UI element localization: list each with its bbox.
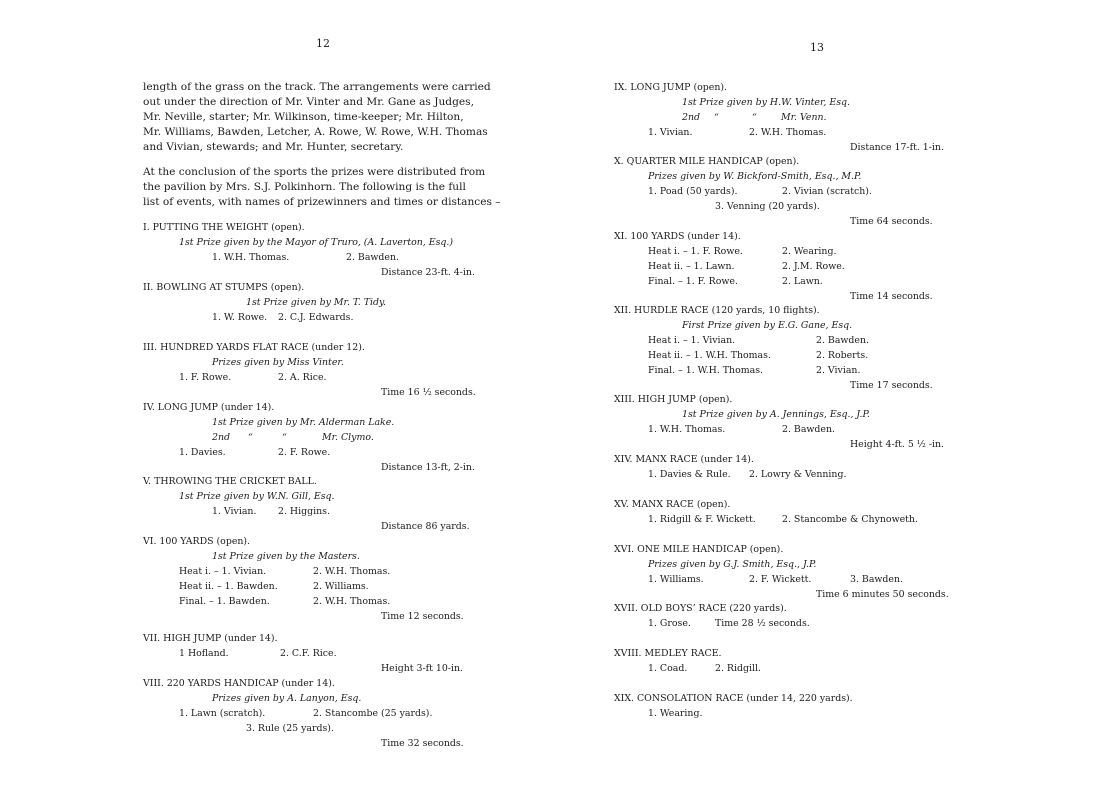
paragraph-line: length of the grass on the track. The arrangements were carried: [143, 81, 491, 93]
place-1: 1. Davies.: [179, 447, 226, 458]
prize-line: 1st Prize given by the Masters.: [212, 551, 360, 562]
place-1: 1. Poad (50 yards).: [648, 186, 738, 197]
prize-line: 1st Prize given by Mr. T. Tidy.: [246, 297, 387, 308]
event-title: XIX. CONSOLATION RACE (under 14, 220 yards).: [614, 693, 853, 704]
prize-line: Prizes given by Miss Vinter.: [212, 357, 344, 368]
heat-2: Heat ii. – 1. Lawn.: [648, 261, 735, 272]
ditto-mark: “: [752, 112, 757, 123]
place-1: 1. Grose.: [648, 618, 691, 629]
heat-1-second: 2. W.H. Thomas.: [313, 566, 391, 577]
place-1: 1. Wearing.: [648, 708, 703, 719]
event-title: XIII. HIGH JUMP (open).: [614, 394, 733, 405]
event-title: VIII. 220 YARDS HANDICAP (under 14).: [143, 678, 335, 689]
place-2: 2. F. Wickett.: [749, 574, 812, 585]
event-result: Time 17 seconds.: [850, 380, 933, 391]
place-1: 1. W.H. Thomas.: [212, 252, 290, 263]
heat-2-second: 2. Roberts.: [816, 350, 869, 361]
place-2: 2. Stancombe (25 yards).: [313, 708, 433, 719]
heat-1-second: 2. Bawden.: [816, 335, 869, 346]
event-title: III. HUNDRED YARDS FLAT RACE (under 12).: [143, 342, 365, 353]
place-2: 2. Stancombe & Chynoweth.: [782, 514, 918, 525]
event-title: VII. HIGH JUMP (under 14).: [143, 633, 278, 644]
place-3: 3. Rule (25 yards).: [246, 723, 334, 734]
prize-line: 1st Prize given by A. Jennings, Esq., J.P.: [682, 409, 870, 420]
event-result: Height 3-ft 10-in.: [381, 663, 463, 674]
place-2: 2. Lowry & Venning.: [749, 469, 847, 480]
event-result: Distance 86 yards.: [381, 521, 470, 532]
ditto-mark: “: [282, 432, 287, 443]
paragraph-line: Mr. Neville, starter; Mr. Wilkinson, time-keeper; Mr. Hilton,: [143, 111, 464, 123]
place-2: 2. Vivian (scratch).: [782, 186, 872, 197]
prize-line: 1st Prize given by the Mayor of Truro, (A. Laverton, Esq.): [179, 237, 454, 248]
event-title: XVI. ONE MILE HANDICAP (open).: [614, 544, 784, 555]
event-title: IX. LONG JUMP (open).: [614, 82, 727, 93]
event-result: Time 64 seconds.: [850, 216, 933, 227]
paragraph-line: out under the direction of Mr. Vinter and Mr. Gane as Judges,: [143, 96, 474, 108]
event-title: IV. LONG JUMP (under 14).: [143, 402, 275, 413]
place-1: 1. Davies & Rule.: [648, 469, 731, 480]
heat-1: Heat i. – 1. F. Rowe.: [648, 246, 743, 257]
final-second: 2. Vivian.: [816, 365, 861, 376]
event-result: Height 4-ft. 5 ½ -in.: [850, 439, 945, 450]
final: Final. – 1. F. Rowe.: [648, 276, 738, 287]
place-1: 1. W. Rowe.: [212, 312, 268, 323]
event-title: XVIII. MEDLEY RACE.: [614, 648, 722, 659]
place-3: 3. Venning (20 yards).: [715, 201, 820, 212]
final: Final. – 1. Bawden.: [179, 596, 270, 607]
prize-line: Prizes given by A. Lanyon, Esq.: [212, 693, 362, 704]
place-1: 1. Lawn (scratch).: [179, 708, 266, 719]
place-1: 1. Vivian.: [212, 506, 257, 517]
heat-1: Heat i. – 1. Vivian.: [648, 335, 736, 346]
paragraph-line: list of events, with names of prizewinners and times or distances –: [143, 196, 501, 208]
place-1: 1. Vivian.: [648, 127, 693, 138]
event-result: Time 14 seconds.: [850, 291, 933, 302]
place-1: 1 Hofland.: [179, 648, 229, 659]
place-2: 2. Bawden.: [346, 252, 399, 263]
event-title: I. PUTTING THE WEIGHT (open).: [143, 222, 305, 233]
ditto-mark: “: [248, 432, 253, 443]
event-result: Time 12 seconds.: [381, 611, 464, 622]
prize-line: Prizes given by G.J. Smith, Esq., J.P.: [648, 559, 817, 570]
event-title: II. BOWLING AT STUMPS (open).: [143, 282, 305, 293]
event-result: Time 16 ½ seconds.: [381, 387, 476, 398]
place-2: 2. F. Rowe.: [278, 447, 331, 458]
paragraph-line: Mr. Williams, Bawden, Letcher, A. Rowe, W. Rowe, W.H. Thomas: [143, 126, 488, 138]
prize-line: 1st Prize given by W.N. Gill, Esq.: [179, 491, 335, 502]
prize-2nd-donor: Mr. Clymo.: [322, 432, 374, 443]
heat-2-second: 2. Williams.: [313, 581, 369, 592]
event-title: XVII. OLD BOYS’ RACE (220 yards).: [614, 603, 787, 614]
place-2: 2. C.J. Edwards.: [278, 312, 354, 323]
event-title: XV. MANX RACE (open).: [614, 499, 731, 510]
final: Final. – 1. W.H. Thomas.: [648, 365, 763, 376]
prize-line: Prizes given by W. Bickford-Smith, Esq., M.P.: [648, 171, 862, 182]
place-1: 1. F. Rowe.: [179, 372, 232, 383]
heat-1: Heat i. – 1. Vivian.: [179, 566, 267, 577]
prize-line: First Prize given by E.G. Gane, Esq.: [682, 320, 853, 331]
event-title: XI. 100 YARDS (under 14).: [614, 231, 741, 242]
prize-line: 1st Prize given by H.W. Vinter, Esq.: [682, 97, 851, 108]
page-number: 13: [810, 41, 824, 54]
event-result: Time 32 seconds.: [381, 738, 464, 749]
prize-2nd-label: 2nd: [682, 112, 701, 123]
heat-2: Heat ii. – 1. W.H. Thomas.: [648, 350, 771, 361]
event-result: Time 6 minutes 50 seconds.: [816, 589, 949, 600]
place-1: 1. Ridgill & F. Wickett.: [648, 514, 756, 525]
prize-2nd-label: 2nd: [212, 432, 231, 443]
event-result: Distance 23-ft. 4-in.: [381, 267, 475, 278]
paragraph-line: and Vivian, stewards; and Mr. Hunter, secretary.: [143, 141, 404, 153]
place-2: 2. Ridgill.: [715, 663, 761, 674]
event-title: XII. HURDLE RACE (120 yards, 10 flights).: [614, 305, 820, 316]
event-title: X. QUARTER MILE HANDICAP (open).: [614, 156, 800, 167]
event-title: VI. 100 YARDS (open).: [143, 536, 251, 547]
paragraph-line: the pavilion by Mrs. S.J. Polkinhorn. The following is the full: [143, 181, 466, 193]
place-2: 2. Higgins.: [278, 506, 330, 517]
ditto-mark: “: [714, 112, 719, 123]
event-result: Distance 13-ft, 2-in.: [381, 462, 475, 473]
prize-2nd-donor: Mr. Venn.: [781, 112, 827, 123]
place-2: 2. Bawden.: [782, 424, 835, 435]
place-1: 1. W.H. Thomas.: [648, 424, 726, 435]
place-2: 2. C.F. Rice.: [280, 648, 337, 659]
final-second: 2. Lawn.: [782, 276, 823, 287]
place-1: 1. Williams.: [648, 574, 704, 585]
event-title: XIV. MANX RACE (under 14).: [614, 454, 754, 465]
paragraph-line: At the conclusion of the sports the prizes were distributed from: [143, 166, 486, 178]
page-number: 12: [316, 37, 330, 50]
place-1: 1. Coad.: [648, 663, 688, 674]
prize-line: 1st Prize given by Mr. Alderman Lake.: [212, 417, 395, 428]
final-second: 2. W.H. Thomas.: [313, 596, 391, 607]
heat-2: Heat ii. – 1. Bawden.: [179, 581, 278, 592]
event-result: Distance 17-ft. 1-in.: [850, 142, 944, 153]
place-3: 3. Bawden.: [850, 574, 903, 585]
place-2: 2. W.H. Thomas.: [749, 127, 827, 138]
place-2: 2. A. Rice.: [278, 372, 327, 383]
event-title: V. THROWING THE CRICKET BALL.: [143, 476, 317, 487]
heat-1-second: 2. Wearing.: [782, 246, 837, 257]
heat-2-second: 2. J.M. Rowe.: [782, 261, 845, 272]
event-result: Time 28 ½ seconds.: [715, 618, 810, 629]
